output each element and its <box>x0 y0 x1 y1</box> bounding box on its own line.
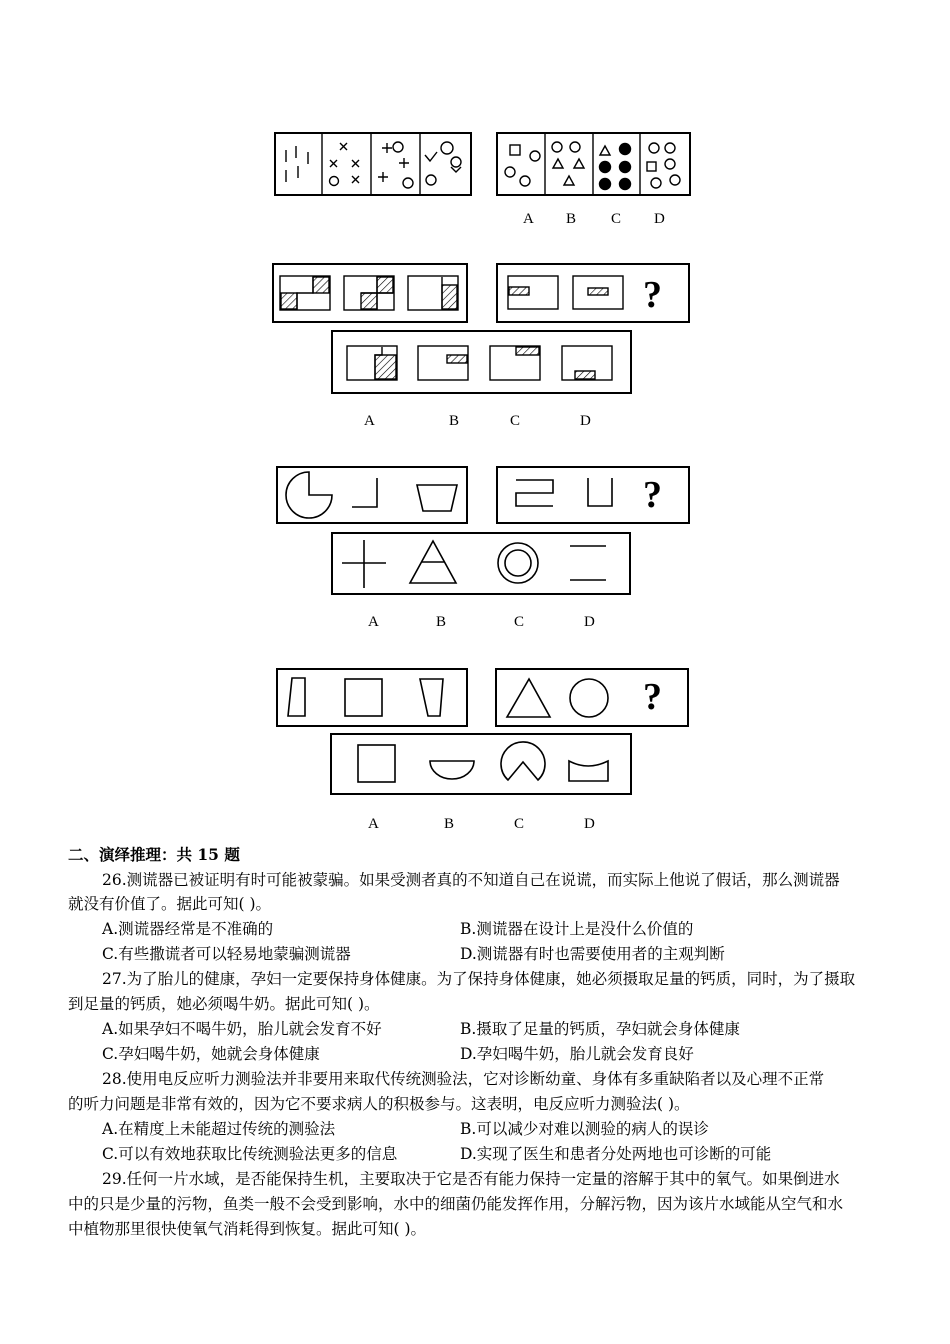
puzzle-3-label-d: D <box>584 614 595 630</box>
question-27-option-a: A.如果孕妇不喝牛奶，胎儿就会发育不好 <box>102 1020 382 1038</box>
puzzle-1-option-b-figure <box>552 142 584 185</box>
question-27-line-1: 27.为了胎儿的健康，孕妇一定要保持身体健康。为了保持身体健康，她必须摄取足量的钙质，同时，为了摄取 <box>102 970 856 988</box>
puzzle-3-option-b-figure <box>410 541 456 583</box>
puzzle-1-labels <box>523 211 665 227</box>
puzzle-2-panel-2 <box>344 276 394 310</box>
puzzle-1-label-b: B <box>566 211 577 227</box>
puzzle-2-label-a: A <box>364 413 375 429</box>
puzzle-1-label-c: C <box>611 211 622 227</box>
puzzle-2-panel-3 <box>408 276 458 310</box>
question-27-line-2: 到足量的钙质，她必须喝牛奶。据此可知( )。 <box>68 995 380 1013</box>
puzzle-4-question-mark: ? <box>643 676 662 718</box>
question-28-option-d: D.实现了医生和患者分处两地也可诊断的可能 <box>460 1145 772 1163</box>
puzzle-4-option-b-figure <box>430 761 474 779</box>
puzzle-3-question-box <box>277 467 467 523</box>
question-26-line-1: 26.测谎器已被证明有时可能被蒙骗。如果受测者真的不知道自己在说谎，而实际上他说了假话，那么测谎器 <box>102 871 840 889</box>
puzzle-3-option-a-figure <box>342 540 386 588</box>
puzzle-2-option-b-figure <box>418 346 468 380</box>
question-27-option-c: C.孕妇喝牛奶，她就会身体健康 <box>102 1045 320 1063</box>
question-28-line-2: 的听力问题是非常有效的，因为它不要求病人的积极参与。这表明，电反应听力测验法( )。 <box>68 1095 690 1113</box>
puzzle-1-label-d: D <box>654 211 665 227</box>
puzzle-3-label-b: B <box>436 614 447 630</box>
question-27-option-d: D.孕妇喝牛奶，胎儿就会发育良好 <box>460 1045 694 1063</box>
question-27-option-b: B.摄取了足量的钙质，孕妇就会身体健康 <box>460 1020 740 1038</box>
puzzle-3 <box>277 467 689 594</box>
question-26-option-c: C.有些撒谎者可以轻易地蒙骗测谎器 <box>102 945 351 963</box>
puzzle-3-trapezoid <box>417 485 457 511</box>
question-28-option-b: B.可以减少对难以测验的病人的误诊 <box>460 1120 709 1138</box>
question-26-option-a: A.测谎器经常是不准确的 <box>102 920 274 938</box>
puzzle-3-u-shape <box>588 478 612 506</box>
puzzle-2-label-d: D <box>580 413 591 429</box>
puzzle-4-trapezoid-right <box>420 679 443 716</box>
puzzle-2 <box>273 264 689 393</box>
puzzle-2-panel-5 <box>573 276 623 309</box>
puzzle-1-panel-3 <box>378 142 413 188</box>
puzzle-2-option-a-figure <box>347 346 397 380</box>
question-28-line-1: 28.使用电反应听力测验法并非要用来取代传统测验法，它对诊断幼童、身体有多重缺陷者以及心理不正常 <box>102 1070 825 1088</box>
puzzle-2-labels <box>364 413 591 429</box>
puzzle-3-question-mark: ? <box>643 474 662 516</box>
section-heading: 二、演绎推理：共 15 题 <box>68 845 240 864</box>
puzzle-4-label-b: B <box>444 816 455 832</box>
puzzle-3-corner-line <box>352 478 377 507</box>
puzzle-3-option-d-figure <box>570 546 606 580</box>
puzzle-4-options-box <box>331 734 631 794</box>
puzzle-4-option-a-figure <box>358 745 395 782</box>
puzzle-1-label-a: A <box>523 211 534 227</box>
question-29-line-1: 29.任何一片水域，是否能保持生机，主要取决于它是否有能力保持一定量的溶解于其中的氧气。如果倒进水 <box>102 1170 840 1188</box>
puzzle-4-label-a: A <box>368 816 379 832</box>
puzzle-3-option-c-figure <box>498 543 538 583</box>
puzzle-4-triangle <box>507 679 550 717</box>
puzzle-1-option-d-figure <box>647 143 680 188</box>
puzzle-2-label-c: C <box>510 413 521 429</box>
puzzle-4-circle <box>570 679 608 717</box>
puzzle-4-option-c-figure <box>501 742 545 780</box>
puzzle-2-panel-4 <box>508 276 558 309</box>
puzzle-3-zigzag <box>516 480 553 506</box>
puzzle-2-label-b: B <box>449 413 460 429</box>
puzzle-2-question-mark: ? <box>643 274 662 316</box>
puzzle-4-trapezoid-left <box>288 678 305 716</box>
puzzle-1-panel-1 <box>286 146 308 182</box>
puzzle-1-panel-4 <box>425 142 461 185</box>
puzzle-4-square <box>345 679 382 716</box>
question-28-option-a: A.在精度上未能超过传统的测验法 <box>102 1120 336 1138</box>
question-26-line-2: 就没有价值了。据此可知( )。 <box>68 895 272 913</box>
puzzle-1-option-a-figure <box>505 145 540 186</box>
puzzle-1-option-c-figure <box>600 144 631 190</box>
question-26-option-b: B.测谎器在设计上是没什么价值的 <box>460 920 694 938</box>
puzzle-3-pac-circle <box>286 472 332 518</box>
question-29-line-2: 中的只是少量的污物，鱼类一般不会受到影响，水中的细菌仍能发挥作用，分解污物，因为该片水域能从空气和水 <box>68 1195 844 1213</box>
puzzle-2-option-c-figure <box>490 346 540 380</box>
puzzle-4 <box>277 669 688 794</box>
puzzle-3-label-c: C <box>514 614 525 630</box>
puzzle-2-panel-1 <box>280 276 330 310</box>
question-29-line-3: 中植物那里很快使氧气消耗得到恢复。据此可知( )。 <box>68 1220 427 1238</box>
question-26-option-d: D.测谎器有时也需要使用者的主观判断 <box>460 945 725 963</box>
puzzle-4-label-c: C <box>514 816 525 832</box>
question-28-option-c: C.可以有效地获取比传统测验法更多的信息 <box>102 1145 398 1163</box>
puzzle-4-option-d-figure <box>569 761 608 781</box>
puzzle-3-labels <box>368 614 595 630</box>
puzzle-1-question-box <box>275 133 471 195</box>
puzzle-1-panel-2 <box>330 143 360 186</box>
puzzle-4-labels <box>368 816 595 832</box>
puzzle-2-option-d-figure <box>562 346 612 380</box>
puzzle-4-label-d: D <box>584 816 595 832</box>
puzzle-1 <box>275 133 690 195</box>
puzzle-3-label-a: A <box>368 614 379 630</box>
